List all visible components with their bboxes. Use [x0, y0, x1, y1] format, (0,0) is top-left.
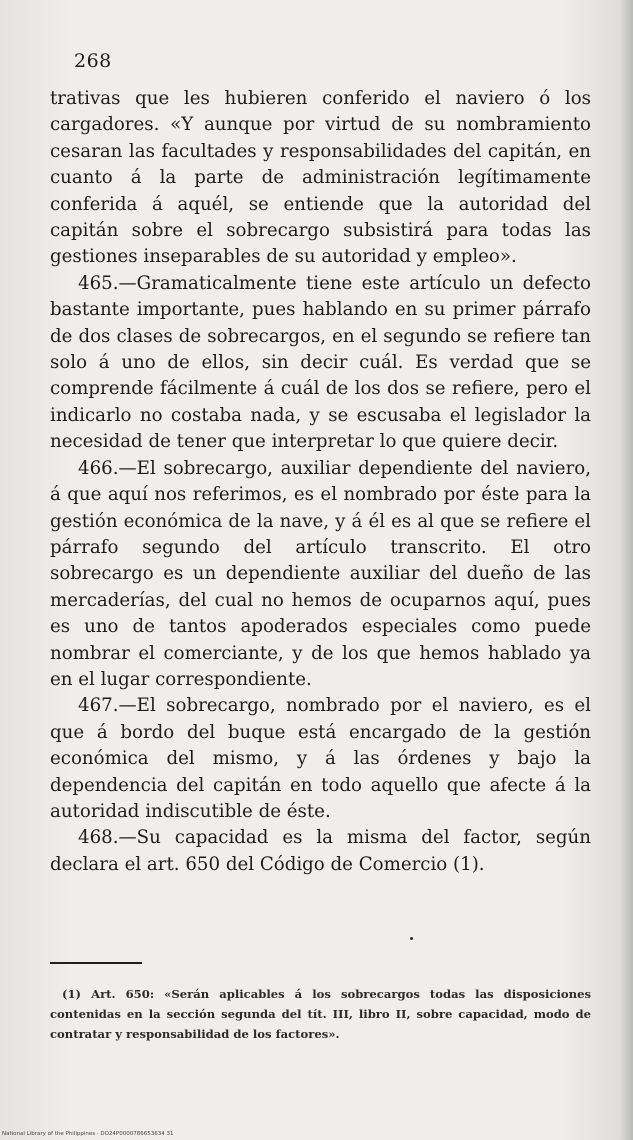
body-text: [50, 86, 591, 878]
footnote-divider: [50, 962, 142, 964]
paragraph-continuation: trativas que les hubieren conferido el naviero ó los cargadores. «Y aunque por virtud de su nombramiento cesaran las facultades y responsabilidades del capitán, en cuanto á la parte de administración legítimamente conferida á aquél, se entiende que la autoridad del capitán sobre el sobrecargo subsistirá para todas las gestiones inseparables de su autoridad y empleo».: [50, 88, 591, 268]
footnote: [50, 984, 591, 1044]
paragraph-465: 465.—Gramaticalmente tiene este artículo un defecto bastante importante, pues hablando en su primer párrafo de dos clases de sobrecargos, en el segundo se refiere tan solo á uno de ellos, sin decir cuál. Es verdad que se comprende fácilmente á cuál de los dos se refiere, pero el indicarlo no costaba nada, y se escusaba el legislador la necesidad de tener que interpretar lo que quiere decir.: [50, 272, 591, 453]
ink-speck: [410, 937, 413, 940]
paragraph-467: 467.—El sobrecargo, nombrado por el naviero, es el que á bordo del buque está encargado de la gestión económica del mismo, y á las órdenes y bajo la dependencia del capitán en todo aquello que afecte á la autoridad indiscutible de éste.: [50, 695, 591, 822]
paragraph-466: 466.—El sobrecargo, auxiliar dependiente del naviero, á que aquí nos referimos, es el nombrado por éste para la gestión económica de la nave, y á él es al que se refiere el párrafo segundo del artículo transcrito. El otro sobrecargo es un dependiente auxiliar del dueño de las mercaderías, del cual no hemos de ocuparnos aquí, pues es uno de tantos apoderados especiales como puede nombrar el comerciante, y de los que hemos hablado ya en el lugar correspondiente.: [50, 457, 591, 690]
page-edge-shadow: [619, 0, 633, 1140]
paragraph-468: 468.—Su capacidad es la misma del factor, según declara el art. 650 del Código de Comercio (1).: [50, 827, 591, 875]
page-number: 268: [74, 50, 112, 72]
footnote-text: (1) Art. 650: «Serán aplicables á los sobrecargos todas las disposiciones contenidas en la sección segunda del tít. III, libro II, sobre capacidad, modo de contratar y responsabilidad de los factores».: [50, 987, 591, 1041]
library-imprint: National Library of the Philippines · DO24P0000786653634 31: [2, 1131, 174, 1137]
